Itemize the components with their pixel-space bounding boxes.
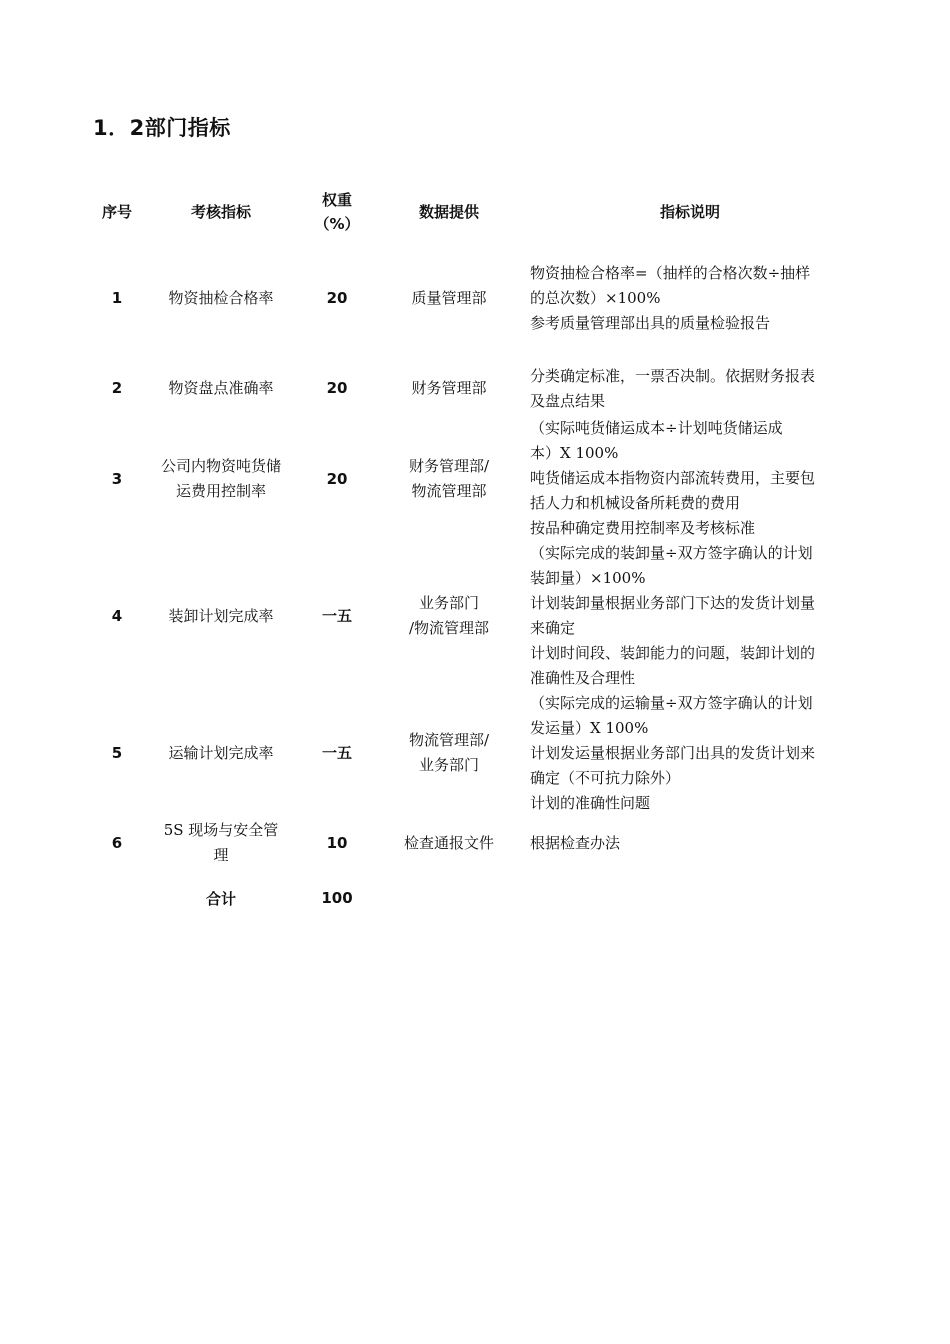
row-3-seq: 3 bbox=[111, 470, 123, 488]
row-3-desc-line: 按品种确定费用控制率及考核标准 bbox=[530, 519, 756, 537]
row-4-desc-line: （实际完成的装卸量÷双方签字确认的计划 bbox=[530, 544, 813, 562]
row-5-indicator bbox=[150, 741, 292, 766]
row-3-desc-line: 括人力和机械设备所耗费的费用 bbox=[530, 494, 741, 512]
row-5-desc-line: （实际完成的运输量÷双方签字确认的计划 bbox=[530, 694, 813, 712]
row-5-desc-line: 确定（不可抗力除外） bbox=[530, 769, 681, 787]
row-3-source-line: 财务管理部/ bbox=[408, 457, 490, 475]
row-4-description bbox=[530, 541, 860, 691]
row-4-source bbox=[385, 591, 513, 641]
row-3-source-line: 物流管理部 bbox=[411, 482, 487, 500]
row-2-source-line: 财务管理部 bbox=[411, 379, 487, 397]
row-3-weight: 20 bbox=[326, 470, 348, 488]
row-2-seq: 2 bbox=[111, 379, 123, 397]
header-weight-line1: 权重 bbox=[321, 191, 352, 209]
row-4-desc-line: 计划时间段、装卸能力的问题，装卸计划的 bbox=[530, 644, 816, 662]
row-2-desc-line: 及盘点结果 bbox=[530, 392, 606, 410]
row-1-source-line: 质量管理部 bbox=[411, 289, 487, 307]
row-1-seq: 1 bbox=[111, 289, 123, 307]
row-5-indicator-line: 运输计划完成率 bbox=[168, 744, 274, 762]
header-indicator: 考核指标 bbox=[190, 203, 251, 221]
row-5-seq: 5 bbox=[111, 744, 123, 762]
row-1-indicator bbox=[150, 286, 292, 311]
row-1-description bbox=[530, 261, 860, 336]
row-4-desc-line: 装卸量）×100% bbox=[530, 569, 646, 587]
header-source: 数据提供 bbox=[418, 203, 479, 221]
total-label: 合计 bbox=[205, 890, 236, 908]
row-2-indicator-line: 物资盘点准确率 bbox=[168, 379, 274, 397]
row-4-source-line: 业务部门 bbox=[418, 594, 479, 612]
total-value: 100 bbox=[321, 889, 353, 907]
header-seq: 序号 bbox=[101, 203, 132, 221]
row-1-source bbox=[385, 286, 513, 311]
row-2-weight: 20 bbox=[326, 379, 348, 397]
row-3-description bbox=[530, 416, 860, 541]
row-3-desc-line: 吨货储运成本指物资内部流转费用，主要包 bbox=[530, 469, 816, 487]
row-1-weight: 20 bbox=[326, 289, 348, 307]
row-3-indicator-line: 运费用控制率 bbox=[175, 482, 266, 500]
row-5-source bbox=[385, 728, 513, 778]
row-3-desc-line: （实际吨货储运成本÷计划吨货储运成 bbox=[530, 419, 783, 437]
row-6-weight: 10 bbox=[326, 834, 348, 852]
row-6-source-line: 检查通报文件 bbox=[403, 834, 494, 852]
section-heading: 1．2部门指标 bbox=[93, 116, 231, 140]
row-4-weight: 一五 bbox=[321, 607, 352, 625]
row-5-source-line: 物流管理部/ bbox=[408, 731, 490, 749]
row-1-indicator-line: 物资抽检合格率 bbox=[168, 289, 274, 307]
header-weight-line2: （%） bbox=[314, 215, 360, 233]
row-4-source-line: /物流管理部 bbox=[408, 619, 490, 637]
row-6-seq: 6 bbox=[111, 834, 123, 852]
row-6-indicator-line: 理 bbox=[213, 846, 229, 864]
row-5-weight: 一五 bbox=[321, 744, 352, 762]
header-weight bbox=[307, 188, 367, 236]
row-5-desc-line: 计划发运量根据业务部门出具的发货计划来 bbox=[530, 744, 816, 762]
row-2-source bbox=[385, 376, 513, 401]
header-description: 指标说明 bbox=[659, 203, 720, 221]
row-2-indicator bbox=[150, 376, 292, 401]
row-3-desc-line: 本）X 100% bbox=[530, 444, 619, 462]
row-5-description bbox=[530, 691, 860, 816]
row-5-desc-line: 计划的准确性问题 bbox=[530, 794, 651, 812]
row-6-source bbox=[385, 831, 513, 856]
row-2-description bbox=[530, 364, 860, 414]
row-5-source-line: 业务部门 bbox=[418, 756, 479, 774]
row-6-indicator-line: 5S 现场与安全管 bbox=[163, 821, 279, 839]
row-4-indicator-line: 装卸计划完成率 bbox=[168, 607, 274, 625]
row-4-desc-line: 计划装卸量根据业务部门下达的发货计划量 bbox=[530, 594, 816, 612]
row-4-desc-line: 来确定 bbox=[530, 619, 576, 637]
row-5-desc-line: 发运量）X 100% bbox=[530, 719, 649, 737]
row-3-indicator bbox=[150, 454, 292, 504]
row-4-indicator bbox=[150, 604, 292, 629]
row-3-source bbox=[385, 454, 513, 504]
row-3-indicator-line: 公司内物资吨货储 bbox=[160, 457, 281, 475]
row-1-desc-line: 参考质量管理部出具的质量检验报告 bbox=[530, 314, 771, 332]
row-4-desc-line: 准确性及合理性 bbox=[530, 669, 636, 687]
row-2-desc-line: 分类确定标准，一票否决制。依据财务报表 bbox=[530, 367, 816, 385]
row-6-indicator bbox=[150, 818, 292, 868]
row-6-description bbox=[530, 831, 860, 856]
row-4-seq: 4 bbox=[111, 607, 123, 625]
row-6-desc-line: 根据检查办法 bbox=[530, 834, 621, 852]
row-1-desc-line: 物资抽检合格率=（抽样的合格次数÷抽样 bbox=[530, 264, 811, 282]
row-1-desc-line: 的总次数）×100% bbox=[530, 289, 661, 307]
